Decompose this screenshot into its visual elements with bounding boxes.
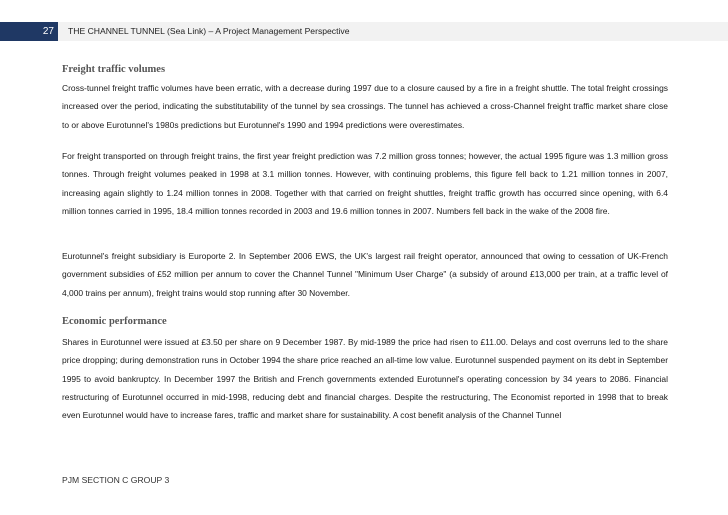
page-footer: PJM SECTION C GROUP 3 [62, 475, 170, 485]
section-heading-economic-performance: Economic performance [62, 316, 167, 327]
document-title: THE CHANNEL TUNNEL (Sea Link) – A Project Management Perspective [68, 26, 350, 36]
section-heading-freight-traffic: Freight traffic volumes [62, 64, 166, 75]
paragraph: Eurotunnel's freight subsidiary is Europorte 2. In September 2006 EWS, the UK's largest rail freight operator, announced that owing to cessation of UK-French government subsidies of £52 million per annum to cover the Channel Tunnel "Minimum User Charge" (a subsidy of around £13,000 per train, at a traffic level of 4,000 trains per annum), freight trains would stop running after 30 November. [62, 251, 668, 298]
paragraph: Shares in Eurotunnel were issued at £3.50 per share on 9 December 1987. By mid-1989 the price had risen to £11.00. Delays and cost overruns led to the share price dropping; during demonstration runs in October 1994 the share price reached an all-time low value. Eurotunnel suspended payment on its debt in September 1995 to avoid bankruptcy. In December 1997 the British and French governments extended Eurotunnel's operating concession by 34 years to 2086. Financial restructuring of Eurotunnel occurred in mid-1998, reducing debt and financial charges. Despite the restructuring, The Economist reported in 1998 that to break even Eurotunnel would have to increase fares, traffic and market share for sustainability. A cost benefit analysis of the Channel Tunnel [62, 337, 668, 421]
page-header [0, 22, 728, 41]
page-number: 27 [0, 22, 58, 41]
paragraph: Cross-tunnel freight traffic volumes have been erratic, with a decrease during 1997 due to a closure caused by a fire in a freight shuttle. The total freight crossings increased over the period, indicating the substitutability of the tunnel by sea crossings. The tunnel has achieved a cross-Channel freight traffic market share close to or above Eurotunnel's 1980s predictions but Eurotunnel's 1990 and 1994 predictions were overestimates. [62, 83, 668, 130]
paragraph: For freight transported on through freight trains, the first year freight prediction was 7.2 million gross tonnes; however, the actual 1995 figure was 1.3 million gross tonnes. Through freight volumes peaked in 1998 at 3.1 million tonnes. However, with continuing problems, this figure fell back to 1.21 million tonnes in 2007, increasing again slightly to 1.24 million tonnes in 2008. Together with that carried on freight shuttles, freight traffic growth has occurred since opening, with 6.4 million tonnes carried in 1995, 18.4 million tonnes recorded in 2003 and 19.6 million tonnes in 2007. Numbers fell back in the wake of the 2008 fire. [62, 151, 668, 216]
